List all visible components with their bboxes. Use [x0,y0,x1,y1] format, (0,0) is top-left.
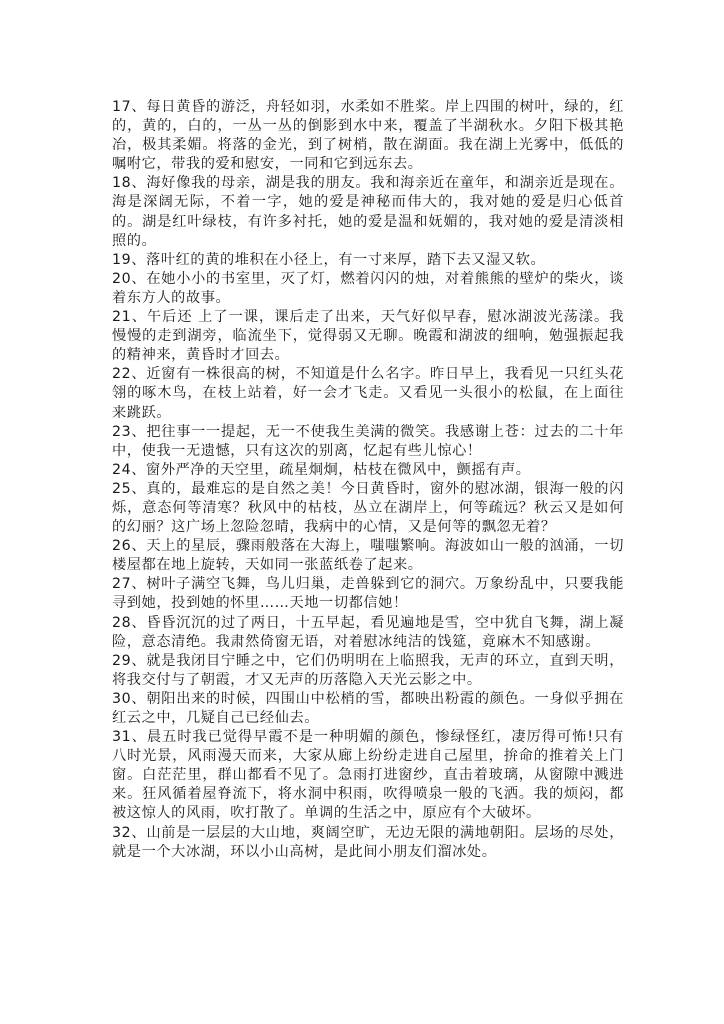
paragraph-32: 32、山前是一层层的大山地，爽阔空旷，无边无限的满地朝阳。层场的尽处，就是一个大冰湖，环以小山高树，是此间小朋友们溜冰处。 [112,824,624,860]
paragraph-17: 17、每日黄昏的游泛，舟轻如羽，水柔如不胜桨。岸上四围的树叶，绿的，红的，黄的，白的，一丛一丛的倒影到水中来，覆盖了半湖秋水。夕阳下极其艳冶，极其柔媚。将落的金光，到了树梢，散在湖面。我在湖上光雾中，低低的嘱咐它，带我的爱和慰安，一同和它到远东去。 [112,99,624,173]
paragraph-29: 29、就是我闭目宁睡之中，它们仍明明在上临照我，无声的环立，直到天明，将我交付与了朝霞，才又无声的历落隐入天光云影之中。 [112,652,624,688]
paragraph-27: 27、树叶子满空飞舞，鸟儿归巢，走兽躲到它的洞穴。万象纷乱中，只要我能寻到她，投到她的怀里……天地一切都信她！ [112,576,624,612]
paragraph-24: 24、窗外严净的天空里，疏星炯炯，枯枝在微风中，颤摇有声。 [112,461,531,478]
paragraph-25: 25、真的，最难忘的是自然之美！今日黄昏时，窗外的慰冰湖，银海一般的闪烁，意态何等清寒？秋风中的枯枝，丛立在湖岸上，何等疏远？秋云又是如何的幻丽？这广场上忽险忽晴，我病中的心情，又是何等的飘忽无着？ [112,480,624,536]
paragraph-30: 30、朝阳出来的时候，四围山中松梢的雪，都映出粉霞的颜色。一身似乎拥在红云之中，几疑自己已经仙去。 [112,690,624,726]
paragraph-18: 18、海好像我的母亲，湖是我的朋友。我和海亲近在童年，和湖亲近是现在。海是深阔无际，不着一字，她的爱是神秘而伟大的，我对她的爱是归心低首的。湖是红叶绿枝，有许多衬托，她的爱是温和妩媚的，我对她的爱是清淡相照的。 [112,175,624,249]
paragraph-28: 28、昏昏沉沉的过了两日，十五早起，看见遍地是雪，空中犹自飞舞，湖上凝险，意态清绝。我肃然倚窗无语，对着慰冰纯洁的饯筵，竟麻木不知感谢。 [112,614,624,650]
paragraph-23: 23、把往事一一提起，无一不使我生美满的微笑。我感谢上苍：过去的二十年中，使我一无遗憾，只有这次的别离，忆起有些儿惊心！ [112,423,624,459]
paragraph-19: 19、落叶红的黄的堆积在小径上，有一寸来厚，踏下去又湿又软。 [112,251,546,268]
paragraph-31: 31、晨五时我已觉得早霞不是一种明媚的颜色，惨绿怪红，凄厉得可怖!只有八时光景，风雨漫天而来，大家从廊上纷纷走进自己屋里，拚命的推着关上门窗。白茫茫里，群山都看不见了。急雨打进窗纱，直击着玻璃，从窗隙中溅进来。狂风循着屋脊流下，将水洞中积雨，吹得喷泉一般的飞洒。我的烦闷，都被这惊人的风雨，吹打散了。单调的生活之中，原应有个大破坏。 [112,729,624,822]
paragraph-21: 21、午后还 上了一课，课后走了出来，天气好似早春，慰冰湖波光荡漾。我慢慢的走到湖旁，临流坐下，觉得弱又无聊。晚霞和湖波的细响，勉强振起我的精神来，黄昏时才回去。 [112,309,624,364]
paragraph-26: 26、天上的星辰，骤雨般落在大海上，嗤嗤繁响。海波如山一般的汹涌，一切楼屋都在地上旋转，天如同一张蓝纸卷了起来。 [112,538,624,574]
paragraph-22: 22、近窗有一株很高的树，不知道是什么名字。昨日早上，我看见一只红头花翎的啄木鸟，在枝上站着，好一会才飞走。又看见一头很小的松鼠，在上面往来跳跃。 [112,366,624,421]
paragraph-20: 20、在她小小的书室里，灭了灯，燃着闪闪的烛，对着熊熊的壁炉的柴火，谈着东方人的故事。 [112,270,624,306]
document-body [112,98,624,862]
